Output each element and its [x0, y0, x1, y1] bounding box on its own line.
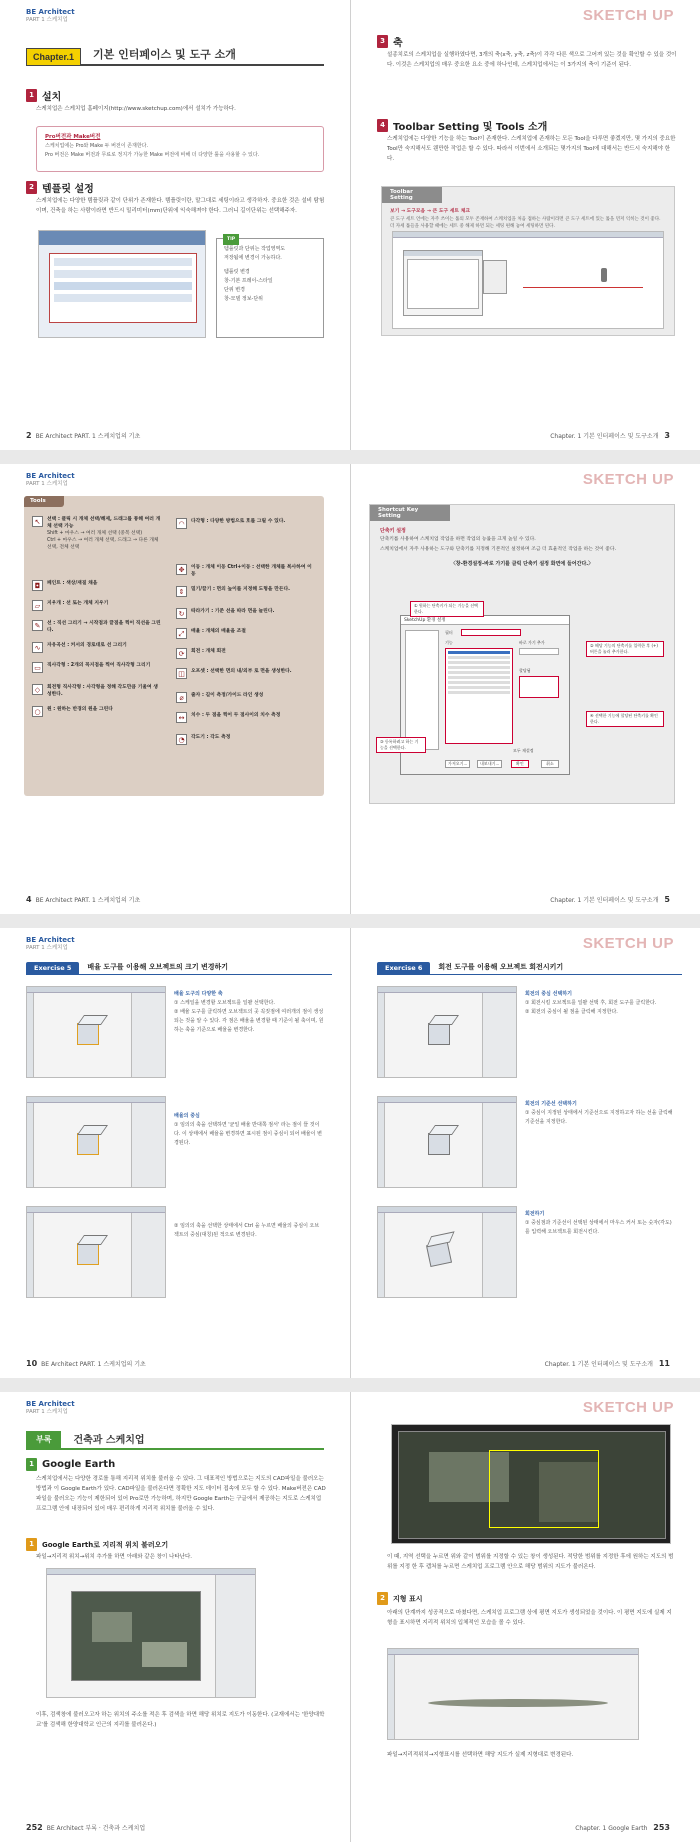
page-number: 252 — [26, 1823, 43, 1832]
part-label: PART 1 스케치업 — [26, 481, 68, 487]
step-heading: 회전하기 — [525, 1211, 545, 1217]
page-3 — [350, 0, 700, 450]
protractor-icon: ◔ — [176, 734, 187, 745]
tool-desc: 이동 : 개체 이동 Ctrl+이동 : 선택한 개체를 복사하여 이동 — [191, 565, 312, 577]
tool-desc: Shift + 마우스 → 여러 개체 선택 (중복 선택) — [47, 531, 143, 536]
panel-line: 큰 도구 세트 언에는 자주 쓰이는 툴의 모두 존재하여 스케치업을 처음 접하는 사람이라면 큰 도구 세트에 있는 툴을 먼저 익히는 것이 좋다. 더 자세 툴들을 사용할 때에는 세트 중 해제 하면 되는 세팅 편해 놓여 세팅하면 된다. — [390, 217, 661, 229]
category-list[interactable] — [405, 630, 439, 750]
sketchup-logo: SKETCH UP — [582, 935, 674, 952]
sketchup-logo: SKETCH UP — [582, 7, 674, 24]
footer-text: Chapter. 1 기본 인터페이스 및 도구소개 — [550, 433, 659, 440]
step-heading: 회전의 중심 선택하기 — [525, 991, 572, 997]
section-number: 3 — [377, 35, 388, 48]
section-install — [26, 88, 61, 103]
note-heading: Pro버전과 Make버전 — [45, 134, 101, 140]
assigned-label: 할당됨 — [519, 668, 531, 673]
footer-text: BE Architect PART. 1 스케치업의 기초 — [41, 1361, 146, 1368]
tool-desc: 직사각형 : 2개의 꼭지점을 찍어 직사각형 그리기 — [47, 663, 151, 668]
subsection-title: Google Earth로 지리적 위치 불러오기 — [42, 1540, 169, 1549]
page-10 — [0, 928, 350, 1378]
scale-screenshot-1 — [26, 986, 166, 1078]
tools-panel — [24, 496, 324, 796]
filter-label: 필터 — [445, 630, 453, 635]
shortcut-input[interactable] — [519, 648, 559, 655]
tip-line: 단위 변경 — [224, 287, 245, 293]
ok-button[interactable]: 확인 — [511, 760, 529, 768]
panel-heading: 단축키 설정 — [380, 528, 406, 534]
rotate-step-c — [525, 1210, 675, 1237]
page-number: 10 — [26, 1359, 38, 1368]
template-list — [49, 253, 197, 323]
follow-me-icon: ↻ — [176, 608, 187, 619]
tool-desc: 선 : 직선 그리기 → 시작점과 끝점을 찍어 직선을 그린다. — [47, 621, 161, 633]
note-line: 스케치업에는 Pro와 Make 두 버전이 존재한다. — [45, 143, 149, 149]
section-number: 4 — [377, 119, 388, 132]
toolbar-setting-panel — [381, 186, 675, 336]
exercise-heading — [377, 962, 682, 975]
footer-text: BE Architect PART. 1 스케치업의 기초 — [35, 897, 141, 904]
scale-step-a — [174, 990, 324, 1035]
step-heading: 배율 도구의 다양한 축 — [174, 991, 223, 997]
move-icon: ✥ — [176, 564, 187, 575]
footer-text: BE Architect PART. 1 스케치업의 기초 — [35, 433, 141, 440]
scale-screenshot-2 — [26, 1096, 166, 1188]
install-text: 스케치업은 스케치업 홈페이지(http://www.sketchup.com)에서 설치가 가능하다. — [36, 106, 236, 112]
template-screenshot — [38, 230, 206, 338]
callout-1: ① 원하는 단축키가 되는 기능을 선택한다. — [410, 601, 484, 617]
offset-icon: ◫ — [176, 668, 187, 679]
step-line: ① 중심이 지정된 상태에서 기준선으로 지정하고자 하는 선을 클릭해 기준선을 지정한다. — [525, 1110, 673, 1125]
pencil-icon: ✎ — [32, 620, 43, 631]
sketchup-logo: SKETCH UP — [582, 471, 674, 488]
step-line: ② 회전의 중심이 될 점을 클릭해 지정한다. — [525, 1009, 618, 1015]
tip-line: 저장됨에 변경이 가능하다. — [224, 255, 282, 261]
tool-desc: 자유곡선 : 커서의 경로대로 선 그리기 — [47, 643, 127, 648]
subsection-number: 1 — [26, 1538, 37, 1551]
page-2 — [0, 0, 350, 450]
tool-desc: 각도기 : 각도 측정 — [191, 735, 231, 740]
step-line: ② 임의의 축을 선택한 상태에서 Ctrl 을 누르면 배율의 중심이 오브젝트의 중심(대칭)된 적으로 변경된다. — [174, 1223, 320, 1238]
panel-line: 스케치업에서 자주 사용하는 도구와 단축키를 지정해 기본적인 설정하며 조금 더 효율적인 작업을 하는 것이 좋다. — [380, 547, 617, 552]
page-footer — [550, 895, 674, 904]
chapter-heading — [26, 42, 324, 66]
panel-title: Shortcut Key Setting — [370, 505, 450, 521]
section-title: Toolbar Setting 및 Tools 소개 — [393, 122, 548, 133]
section-title: 지형 표시 — [393, 1594, 423, 1603]
section-number: 1 — [26, 1458, 37, 1471]
tool-desc: 밀기/끌기 : 면의 높이를 지정해 도형을 만든다. — [191, 587, 290, 592]
scale-icon: ⤢ — [176, 628, 187, 639]
tape-measure-icon: ⌀ — [176, 692, 187, 703]
brand: BE Architect — [26, 472, 75, 480]
tool-followme — [176, 608, 316, 619]
rotate-screenshot-1 — [377, 986, 517, 1078]
spread-2 — [0, 464, 700, 914]
chapter-tag: Chapter.1 — [26, 48, 81, 66]
tool-desc: 원 : 원하는 반경의 원을 그린다 — [47, 707, 113, 712]
region-text: 이 때, 지역 선택을 누르면 위와 같이 범위를 지정할 수 있는 창이 생성된다. 적당한 범위를 지정한 후에 원하는 지도의 범위를 지정 한 후 캡쳐를 누르면 스케치업 프로그램 안으로 해당 범위의 지도가 불러온다. — [387, 1554, 674, 1570]
tool-offset — [176, 668, 316, 679]
spread-4 — [0, 1392, 700, 1842]
page-253 — [350, 1392, 700, 1842]
page-footer — [26, 895, 140, 904]
satellite-map — [398, 1431, 666, 1539]
select-arrow-icon: ↖ — [32, 516, 43, 527]
callout-3: ③ 등록하려고 하는 기능을 선택한다. — [376, 737, 426, 753]
appendix-heading — [26, 1430, 324, 1450]
page-footer — [26, 1359, 146, 1368]
running-head — [26, 472, 75, 488]
rotate-step-b — [525, 1100, 675, 1127]
rotate-screenshot-2 — [377, 1096, 517, 1188]
section-toolbar — [377, 118, 547, 133]
tool-desc: 회전형 직사각형 : 사각형을 정해 각도만큼 기울여 생성한다. — [47, 685, 158, 697]
exercise-tag: Exercise 6 — [377, 962, 430, 974]
tool-select — [32, 516, 162, 551]
tool-desc: 지우개 : 선 또는 개체 지우기 — [47, 601, 109, 606]
cancel-button[interactable]: 취소 — [541, 760, 559, 768]
footer-text: Chapter. 1 기본 인터페이스 및 도구소개 — [544, 1361, 653, 1368]
tool-paint — [32, 580, 162, 591]
function-label: 기능 — [445, 640, 453, 645]
section-title: 템플릿 설정 — [42, 184, 94, 195]
tool-circle — [32, 706, 162, 717]
add-shortcut-label: 바로 가기 추가 — [519, 640, 545, 645]
exercise-heading — [26, 962, 332, 975]
section-google-earth — [26, 1458, 115, 1471]
tool-arc — [176, 518, 316, 529]
tool-freehand — [32, 642, 162, 653]
panel-line: 〈창-환경설정-바로 가기를 클릭 단축키 설정 화면에 들어간다.〉 — [450, 561, 594, 567]
axis-text: 설종치로의 스케치업을 실행하였다면, 3개의 축(x축, y축, z축)이 각각 다른 색으로 그어져 있는 것을 확인할 수 있을 것이다. 이것은 스케치업의 매우 중요한 요소 중에 하나인데, 스케치업에서는 이 3가지의 축이 기준이 된다. — [387, 52, 677, 68]
location-text: 파일→지리적 위치→위치 추가를 하면 아래와 같은 창이 나타난다. — [36, 1554, 193, 1560]
spread-3 — [0, 928, 700, 1378]
tip-line: 템플릿 변경 — [224, 269, 250, 275]
tip-tag: TIP — [223, 234, 239, 245]
panel-line: 단축키를 사용하여 스케치업 작업을 하면 작업의 능률을 크게 높일 수 있다. — [380, 537, 536, 542]
tool-desc: 오프셋 : 선택한 면의 내/외부 로 면을 생성한다. — [191, 669, 292, 674]
tip-line: 창-기본 프레이-스타일 — [224, 278, 273, 284]
tool-scale — [176, 628, 316, 639]
brand: BE Architect — [26, 8, 75, 16]
tool-protractor — [176, 734, 316, 745]
page-footer — [26, 431, 140, 440]
terrain-caption: 파일→지리적위치→지형표시를 선택하면 해당 지도가 실제 지형대로 변경된다. — [387, 1752, 574, 1758]
panel-title: Tools — [24, 496, 64, 507]
appendix-title: 건축과 스케치업 — [73, 1435, 145, 1446]
step-line: ① 임의의 축을 선택하면 '균일 배율 반대쪽 점서' 라는 점이 뜰 것이다. 이 상태에서 배율을 변경하면 표시된 점이 중심이 되어 배율이 변경된다. — [174, 1122, 322, 1146]
tool-desc: 회전 : 개체 회전 — [191, 649, 226, 654]
add-location-screenshot — [46, 1568, 256, 1698]
toolbar-screenshot — [392, 231, 664, 329]
part-label: PART 1 스케치업 — [26, 1409, 68, 1415]
section-title: Google Earth — [42, 1459, 116, 1470]
arc-icon: ◠ — [176, 518, 187, 529]
page-footer — [550, 431, 674, 440]
rotate-screenshot-3 — [377, 1206, 517, 1298]
import-button[interactable]: 가져오기... — [445, 760, 470, 768]
shortcut-panel — [369, 504, 675, 804]
tool-dimension — [176, 712, 316, 723]
section-terrain — [377, 1592, 423, 1605]
step-heading: 회전의 기준선 선택하기 — [525, 1101, 577, 1107]
page-number: 3 — [664, 431, 670, 440]
running-head — [26, 936, 75, 952]
page-footer — [26, 1823, 145, 1832]
spread-1 — [0, 0, 700, 450]
toolbar-dialog — [403, 250, 483, 316]
tip-line: 템플릿과 단위는 작업영역도 — [224, 246, 286, 252]
welcome-header — [39, 231, 205, 245]
tip-line: 창-모델 정보-단위 — [224, 296, 264, 302]
chapter-title: 기본 인터페이스 및 도구 소개 — [93, 48, 236, 61]
section-axis — [377, 34, 403, 49]
exercise-tag: Exercise 5 — [26, 962, 79, 974]
subsection-location — [26, 1538, 168, 1551]
section-title: 축 — [393, 38, 403, 49]
tool-line — [32, 620, 162, 634]
tip-box — [216, 238, 324, 338]
dialog-title: SketchUp 환경 설정 — [401, 616, 569, 625]
toolbar-text: 스케치업에는 다양한 기능을 하는 Tool이 존재한다. 스케치업에 존재하는 모든 Tool을 다루면 좋겠지만, 몇 가지의 중요한 Tool만 숙지해서도 웬만한 작업은 할 수 있다. 따라서 이번에서 소개되는 몇가지의 Tool에 대해서는 반드시 숙지해야 한다. — [387, 136, 676, 162]
terrain-screenshot — [387, 1648, 639, 1740]
exercise-title: 배율 도구를 이용해 오브젝트의 크기 변경하기 — [87, 963, 229, 971]
section-number: 1 — [26, 89, 37, 102]
brand: BE Architect — [26, 1400, 75, 1408]
tool-desc: 따라가기 : 기준 선을 따라 면을 늘린다. — [191, 609, 275, 614]
rotate-step-a — [525, 990, 675, 1017]
scale-step-b — [174, 1112, 324, 1148]
appendix-tag: 부록 — [26, 1431, 61, 1448]
assigned-list[interactable] — [519, 676, 559, 698]
page-252 — [0, 1392, 350, 1842]
section-number: 2 — [26, 181, 37, 194]
brand: BE Architect — [26, 936, 75, 944]
circle-icon: ○ — [32, 706, 43, 717]
section-number: 2 — [377, 1592, 388, 1605]
step-heading: 배율의 중심 — [174, 1113, 200, 1119]
footer-text: Chapter. 1 기본 인터페이스 및 도구소개 — [550, 897, 659, 904]
export-button[interactable]: 내보내기... — [477, 760, 502, 768]
tool-desc: 배율 : 개체의 배율을 조절 — [191, 629, 246, 634]
page-footer — [545, 1359, 674, 1368]
sketchup-logo: SKETCH UP — [582, 1399, 674, 1416]
footer-text: Chapter. 1 Google Earth — [575, 1825, 648, 1832]
running-head — [26, 8, 75, 24]
dimension-icon: ↔ — [176, 712, 187, 723]
callout-4: ④ 선택한 기능에 할당된 단축키를 확인한다. — [586, 711, 664, 727]
part-label: PART 1 스케치업 — [26, 17, 68, 23]
paint-bucket-icon: ◘ — [32, 580, 43, 591]
function-list[interactable] — [445, 648, 513, 744]
tool-desc: 페인트 : 색상/재질 채움 — [47, 581, 98, 586]
step-line: ② 배율 도구를 클릭하면 오브젝트의 곳 꼭짓점에 여러개의 점이 생성되는 것을 알 수 있다. 각 점은 배율을 변경할 때 기준이 될 축이며, 원하는 축을 기준으로 배율을 변경한다. — [174, 1009, 324, 1033]
panel-title: Toolbar Setting — [382, 187, 442, 203]
page-number: 253 — [653, 1823, 670, 1832]
rectangle-icon: ▭ — [32, 662, 43, 673]
page-5 — [350, 464, 700, 914]
page-11 — [350, 928, 700, 1378]
google-earth-text: 스케치업에서는 다양한 경로를 통해 지리적 위치를 불러올 수 있다. 그 대표적인 방법으로는 지도의 CAD파일을 불러오는 방법과 이 Google Earth가 있다. CAD파일을 불러온다면 정확한 지도 데이터 접속에 모두 할 수 있다. Make버전은 CAD파일을 불러오는 기능이 제한되어 있어 Pro로만 가능하며, 하지만 Google Earth는 구글에서 제공하는 지도로 스케치업 프로그램 안에 내장되어 있어 매우 편리하게 지리적 위치를 불러올 수 있다. — [36, 1476, 326, 1512]
scale-step-c — [174, 1222, 324, 1240]
tool-tape — [176, 692, 316, 703]
tool-rotate — [176, 648, 316, 659]
running-head — [26, 1400, 75, 1416]
filter-input[interactable] — [461, 629, 521, 636]
page-number: 11 — [658, 1359, 670, 1368]
page-number: 4 — [26, 895, 32, 904]
terrain-mesh — [428, 1699, 608, 1707]
scale-screenshot-3 — [26, 1206, 166, 1298]
footer-text: BE Architect 부록 · 건축과 스케치업 — [46, 1825, 146, 1832]
tool-desc: 다각형 : 다양한 방법으로 호를 그릴 수 있다. — [191, 519, 286, 524]
satellite-map — [71, 1591, 201, 1681]
page-footer — [575, 1823, 674, 1832]
freehand-icon: ∿ — [32, 642, 43, 653]
tool-pushpull — [176, 586, 316, 597]
tool-desc: 선택 : 클릭 시 개체 선택/해제, 드래그를 통해 여러 개체 선택 가능 — [47, 517, 161, 529]
version-note-box — [36, 126, 324, 172]
tool-move — [176, 564, 316, 578]
step-line: ① 회전시킬 오브젝트를 일괄 선택 후, 회전 도구를 클릭한다. — [525, 1000, 657, 1006]
section-template — [26, 180, 94, 195]
page-number: 5 — [664, 895, 670, 904]
eraser-icon: ▱ — [32, 600, 43, 611]
panel-line: 보기 → 도구모음 → 큰 도구 세트 체크 — [390, 209, 470, 214]
tool-rectangle — [32, 662, 162, 673]
rotated-rectangle-icon: ◇ — [32, 684, 43, 695]
exercise-title: 회전 도구를 이용해 오브젝트 회전시키기 — [438, 963, 564, 971]
page-number: 2 — [26, 431, 32, 440]
page-4 — [0, 464, 350, 914]
part-label: PART 1 스케치업 — [26, 945, 68, 951]
tool-desc: Ctrl + 마우스 → 여러 개체 선택, 드래그 → 다른 개체 선택, 전체 선택 — [47, 538, 159, 550]
section-title: 설치 — [42, 92, 62, 103]
push-pull-icon: ⇕ — [176, 586, 187, 597]
tool-desc: 줄자 : 길이 측정/가이드 라인 생성 — [191, 693, 264, 698]
note-line: Pro 버전은 Make 버전과 무료로 정지가 가능한 Make 버전에 비해 더 다양한 툴을 사용할 수 있다. — [45, 152, 260, 158]
template-text: 스케치업에는 다양한 템플릿과 같이 단위가 존재한다. 템플릿이란, 말그대로 세팅이라고 생각하자. 중요한 것은 설비 탐험이며, 건축을 하는 사람이라면 반드시 밀리미터(mm)단위에 익숙해져야 한다. 그러니 길이단위는 선택해주자. — [36, 198, 325, 214]
callout-2: ② 해당 기능의 단축키를 입력한 후 (+)버튼을 눌러 추가한다. — [586, 641, 664, 657]
search-text: 이후, 검색창에 불러오고자 하는 위치의 주소를 적은 후 검색을 하면 해당 위치로 지도가 이동한다. (교재에서는 '한양대학교'를 검색해 한양대학교 인근의 지리를 불러온다.) — [36, 1712, 325, 1728]
region-select-screenshot — [391, 1424, 671, 1544]
reset-all-button[interactable]: 모두 재설정 — [513, 748, 534, 753]
terrain-text: 아래의 단계까지 성공적으로 마쳤다면, 스케치업 프로그램 상에 평면 지도가 생성되었을 것이다. 이 평면 지도에 실제 지형을 표시하면 지리적 위치의 입체적인 모습을 볼 수 있다. — [387, 1610, 672, 1626]
step-line: ① 중심점과 기준선이 선택된 상태에서 마우스 커서 또는 숫자(각도)를 입력해 오브젝트를 회전시킨다. — [525, 1220, 672, 1235]
tool-rotated-rect — [32, 684, 162, 698]
step-line: ① 스케일을 변경할 오브젝트를 일괄 선택한다. — [174, 1000, 275, 1006]
tool-desc: 치수 : 두 점을 찍어 두 점사이의 치수 측정 — [191, 713, 281, 718]
tool-eraser — [32, 600, 162, 611]
rotate-icon: ⟳ — [176, 648, 187, 659]
